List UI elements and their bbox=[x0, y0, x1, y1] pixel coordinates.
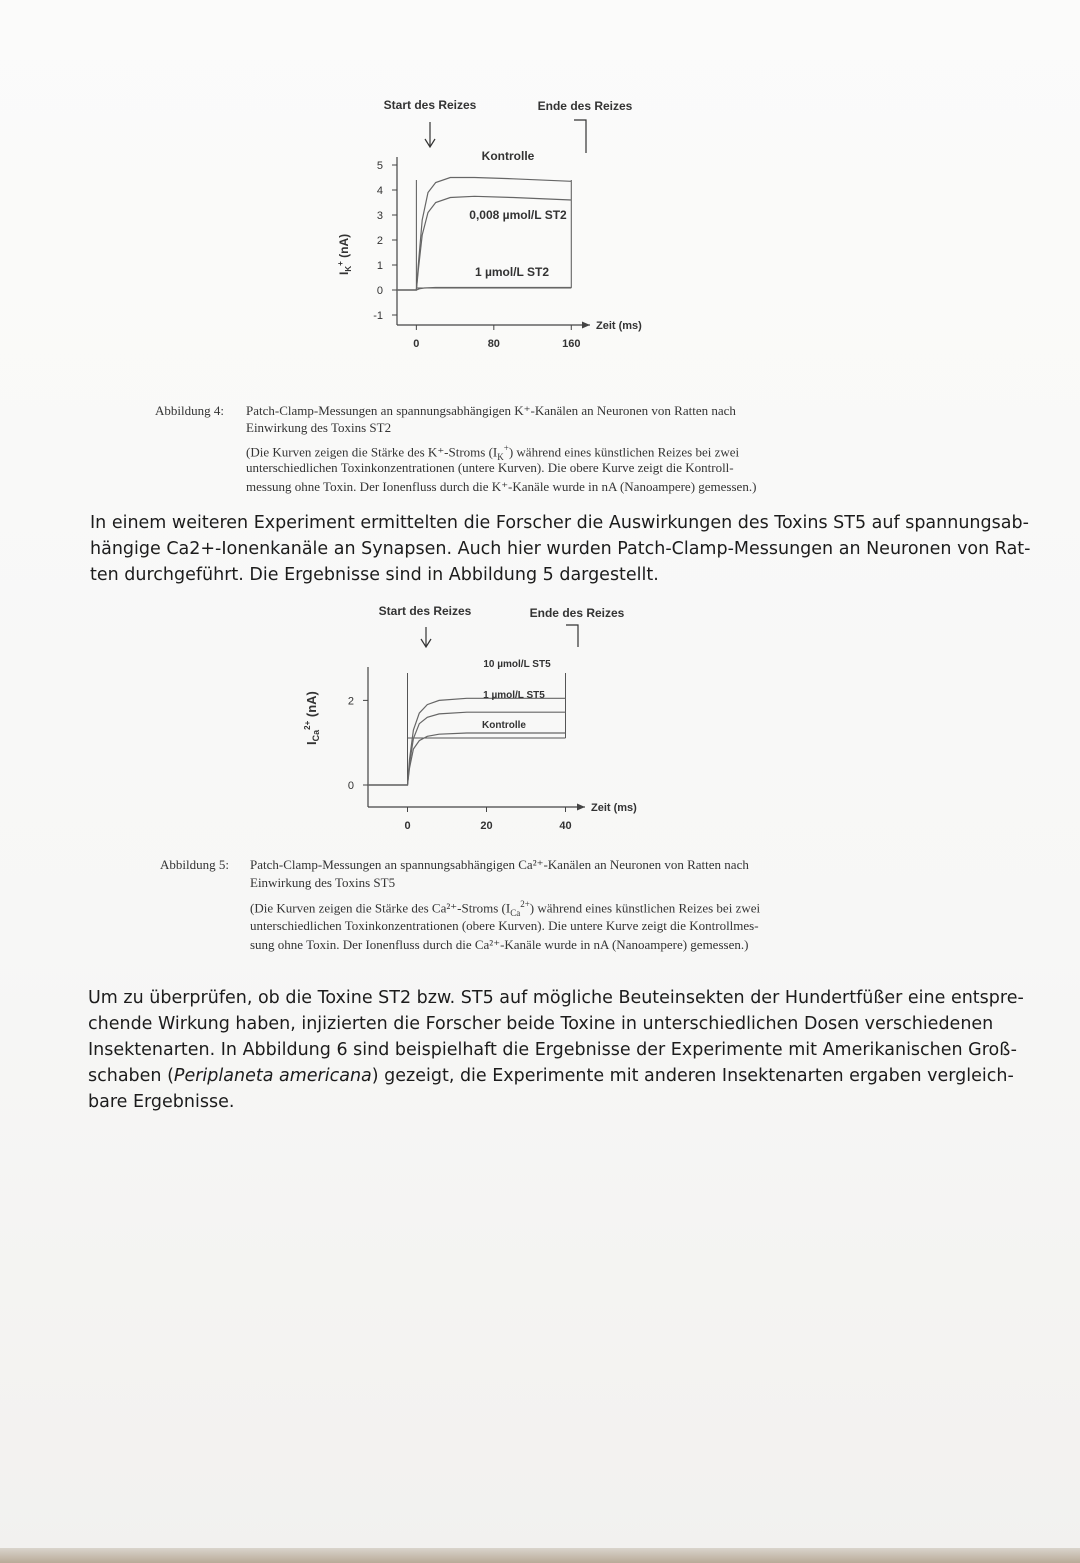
species-name: Periplaneta americana bbox=[173, 1066, 372, 1086]
paragraph-line: ten durchgeführt. Die Ergebnisse sind in Abbildung 5 dargestellt. bbox=[90, 565, 659, 585]
series-label: 1 µmol/L ST5 bbox=[483, 690, 545, 701]
stimulus-end-label: Ende des Reizes bbox=[537, 99, 633, 113]
caption-label: Abbildung 4: bbox=[155, 403, 224, 418]
paragraph-line: Um zu überprüfen, ob die Toxine ST2 bzw. ST5 auf mögliche Beuteinsekten der Hundertfüßer eine entspre- bbox=[88, 988, 1024, 1008]
series-label: Kontrolle bbox=[482, 720, 526, 731]
caption-line: Patch-Clamp-Messungen an spannungsabhängigen K⁺-Kanälen an Neuronen von Ratten nach bbox=[246, 403, 736, 418]
paragraph-figure-5-intro bbox=[90, 510, 1040, 588]
figure-5-plot-area bbox=[348, 659, 637, 832]
series-label: 0,008 µmol/L ST2 bbox=[469, 208, 567, 222]
y-tick-label: 1 bbox=[376, 260, 383, 272]
figure-4-caption bbox=[155, 402, 1055, 497]
paragraph-figure-6-intro bbox=[88, 985, 1038, 1115]
caption-line: unterschiedlichen Toxinkonzentrationen (obere Kurven). Die untere Kurve zeigt die Kontrollmes- bbox=[250, 918, 759, 933]
caption-line: (Die Kurven zeigen die Stärke des K⁺-Stroms $(I_K^+)$ während eines künstlichen Reizes bei zwei bbox=[246, 443, 740, 462]
y-tick-label: 0 bbox=[376, 285, 383, 297]
paragraph-line: bare Ergebnisse. bbox=[88, 1092, 235, 1112]
series-line bbox=[397, 288, 571, 291]
paragraph-line: hängige Ca2+-Ionenkanäle an Synapsen. Auch hier wurden Patch-Clamp-Messungen an Neuronen von Rat- bbox=[90, 539, 1031, 559]
paragraph-line: Insektenarten. In Abbildung 6 sind beispielhaft die Ergebnisse der Experimente mit Amerikanischen Groß- bbox=[88, 1040, 1017, 1060]
stimulus-start-label: Start des Reizes bbox=[383, 98, 477, 112]
caption-line: messung ohne Toxin. Der Ionenfluss durch die K⁺-Kanäle wurde in nA (Nanoampere) gemessen.) bbox=[246, 479, 757, 494]
y-tick-label: -1 bbox=[373, 310, 383, 322]
paragraph-line: chende Wirkung haben, injizierten die Forscher beide Toxine in unterschiedlichen Dosen verschiedenen bbox=[88, 1014, 994, 1034]
paragraph-line: schaben (Periplaneta americana) gezeigt, die Experimente mit anderen Insektenarten ergaben vergleich- bbox=[88, 1066, 1014, 1086]
series-line bbox=[368, 712, 566, 785]
caption-line: Patch-Clamp-Messungen an spannungsabhängigen Ca²⁺-Kanälen an Neuronen von Ratten nach bbox=[250, 857, 749, 872]
x-tick-label: 0 bbox=[413, 338, 420, 350]
series-line bbox=[368, 698, 566, 785]
y-tick-label: 3 bbox=[376, 210, 383, 222]
figure-5-chart bbox=[290, 595, 690, 850]
x-axis-arrow-icon bbox=[577, 804, 585, 811]
figure-4-chart bbox=[300, 85, 700, 370]
series-label: 1 µmol/L ST2 bbox=[474, 265, 550, 279]
series-label: 10 µmol/L ST5 bbox=[483, 659, 551, 670]
caption-line: unterschiedlichen Toxinkonzentrationen (untere Kurven). Die obere Kurve zeigt die Kontroll- bbox=[246, 460, 734, 475]
x-tick-label: 0 bbox=[404, 820, 411, 832]
y-tick-label: 4 bbox=[376, 185, 383, 197]
caption-line: Einwirkung des Toxins ST2 bbox=[246, 420, 392, 435]
x-tick-label: 80 bbox=[487, 338, 500, 350]
svg-text:IK+ (nA): $I_K^+$ (nA) bbox=[336, 233, 353, 275]
y-tick-label: 0 bbox=[347, 780, 354, 792]
stimulus-start-label: Start des Reizes bbox=[378, 604, 472, 618]
figure-4-plot-area bbox=[373, 149, 642, 350]
series-line bbox=[368, 733, 566, 785]
x-tick-label: 20 bbox=[480, 820, 493, 832]
y-tick-label: 2 bbox=[376, 235, 383, 247]
x-axis-title: Zeit (ms) bbox=[596, 320, 642, 332]
series-label: Kontrolle bbox=[481, 149, 535, 163]
stimulus-start-arrow bbox=[421, 627, 431, 647]
figure-5-caption bbox=[160, 856, 1060, 956]
x-axis-title: Zeit (ms) bbox=[591, 802, 637, 814]
caption-line: (Die Kurven zeigen die Stärke des Ca²⁺-Stroms $(I_{Ca}^{2+})$ während eines künstlichen Reizes bei zwei bbox=[250, 899, 761, 918]
paragraph-line: In einem weiteren Experiment ermittelten die Forscher die Auswirkungen des Toxins ST5 auf spannungsab- bbox=[90, 513, 1029, 533]
y-axis-title bbox=[303, 691, 321, 745]
stimulus-end-bracket bbox=[574, 120, 586, 153]
caption-line: sung ohne Toxin. Der Ionenfluss durch die Ca²⁺-Kanäle wurde in nA (Nanoampere) gemessen.) bbox=[250, 937, 749, 952]
svg-text:ICa2+ (nA): $I_{Ca}^{2+}$ (nA) bbox=[303, 691, 321, 745]
caption-line: Einwirkung des Toxins ST5 bbox=[250, 875, 396, 890]
y-axis-title bbox=[336, 234, 353, 275]
stimulus-start-arrow bbox=[425, 122, 435, 147]
y-tick-label: 2 bbox=[347, 695, 354, 708]
x-axis-arrow-icon bbox=[582, 322, 590, 329]
x-tick-label: 160 bbox=[562, 338, 581, 350]
caption-label: Abbildung 5: bbox=[160, 857, 229, 872]
stimulus-end-bracket bbox=[566, 625, 578, 647]
page-bottom-edge bbox=[0, 1548, 1080, 1563]
y-tick-label: 5 bbox=[376, 160, 383, 172]
x-tick-label: 40 bbox=[559, 820, 572, 832]
stimulus-end-label: Ende des Reizes bbox=[529, 606, 625, 620]
